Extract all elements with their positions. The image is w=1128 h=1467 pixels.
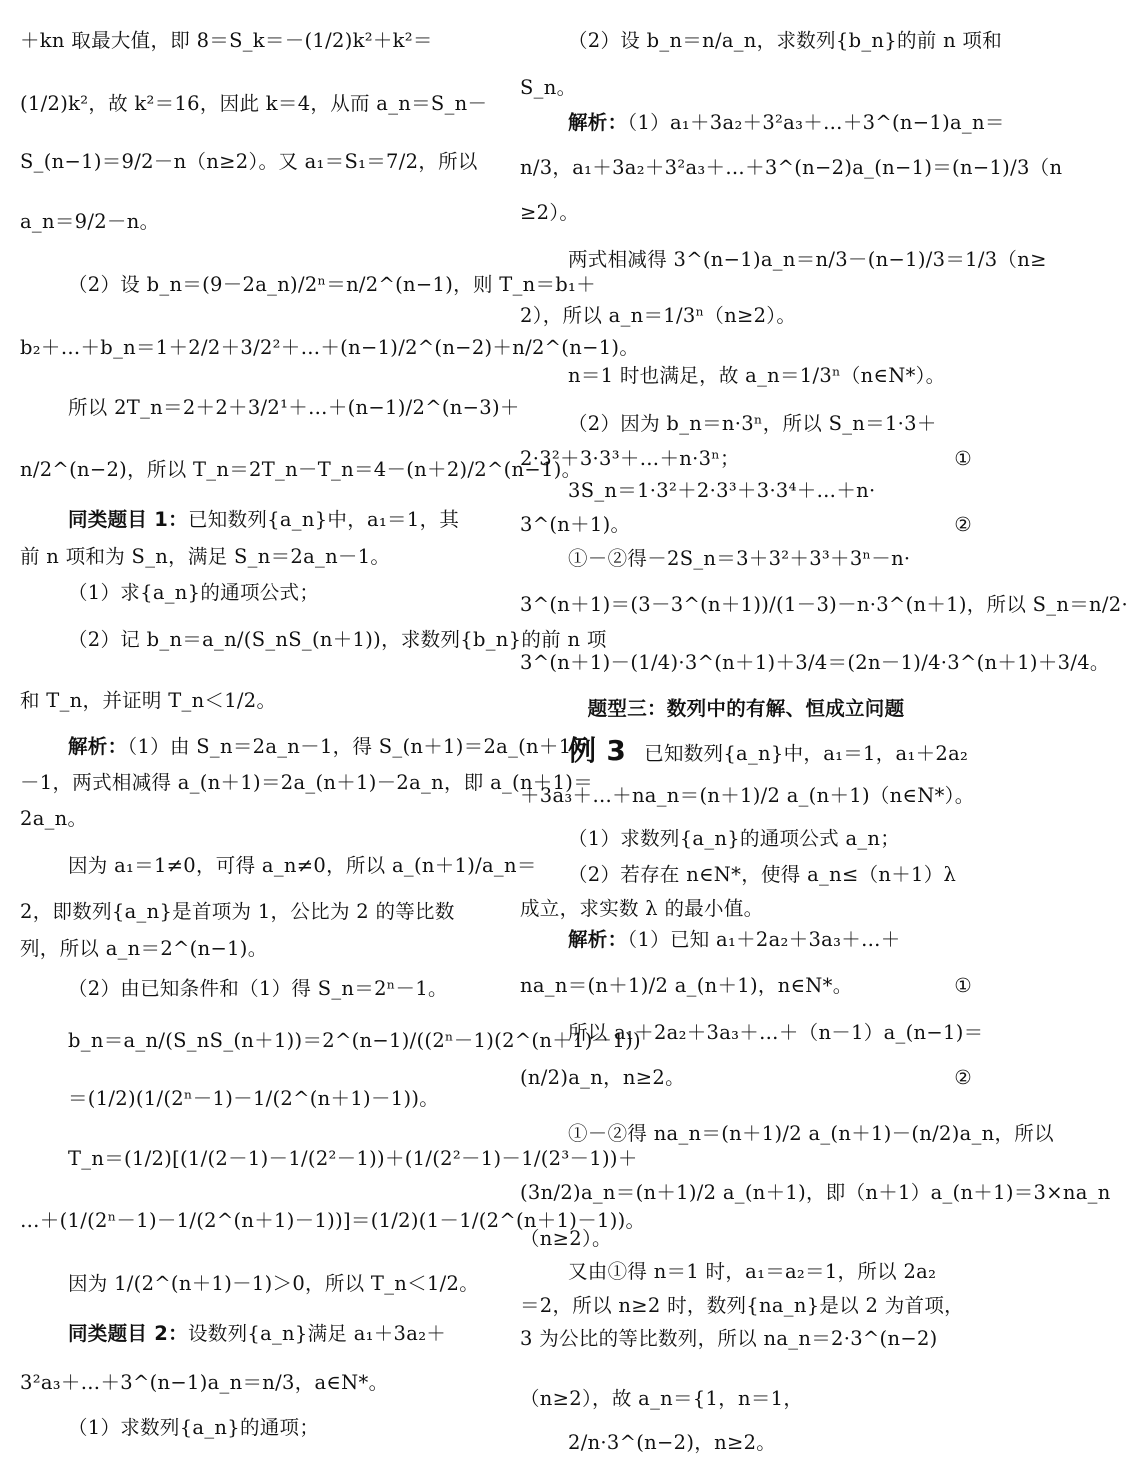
- right-line: [520, 1229, 972, 1249]
- right-line: [520, 829, 1020, 849]
- right-line: [520, 1389, 972, 1409]
- line-text: 又由①得 n＝1 时，a₁＝a₂＝1，所以 2a₂: [568, 1260, 937, 1283]
- right-line: [520, 1433, 1020, 1453]
- left-line: [20, 1209, 646, 1232]
- left-line: [20, 336, 640, 359]
- line-text: 和 T_n，并证明 T_n＜1/2。: [20, 689, 277, 712]
- line-text: n/3，a₁＋3a₂＋3²a₃＋…＋3^(n−2)a_(n−1)＝(n−1)/3（n: [520, 156, 1063, 179]
- left-line: [20, 939, 472, 959]
- line-text: 2），所以 a_n＝1/3ⁿ（n≥2）。: [520, 304, 797, 327]
- left-line: [20, 902, 472, 922]
- line-text: 2·3²＋3·3³＋…＋n·3ⁿ；: [520, 447, 740, 470]
- line-text: a_n＝9/2－n。: [20, 210, 160, 233]
- line-text: 3²a₃＋…＋3^(n−1)a_n＝n/3，a∈N*。: [20, 1371, 389, 1394]
- line-text: 2/n·3^(n−2)，n≥2。: [568, 1431, 777, 1454]
- left-line: [20, 628, 607, 651]
- right-line: [520, 1068, 972, 1088]
- left-line: [20, 979, 520, 999]
- line-text: 题型三：数列中的有解、恒成立问题: [587, 697, 905, 720]
- line-text: （2）因为 b_n＝n·3ⁿ，所以 S_n＝1·3＋: [568, 412, 937, 435]
- line-text: （2）记 b_n＝a_n/(S_nS_(n＋1))，求数列{b_n}的前 n 项: [68, 628, 607, 651]
- right-line: [520, 865, 1020, 885]
- line-text: （n≥2），故 a_n＝{1，n＝1，: [520, 1387, 804, 1410]
- right-line: [520, 31, 1020, 51]
- left-line: [20, 92, 488, 115]
- right-line: [520, 78, 972, 98]
- right-line: [520, 899, 972, 919]
- line-text: 3^(n＋1)－(1/4)·3^(n＋1)＋3/4＝(2n－1)/4·3^(n＋1)＋3/4。: [520, 651, 1110, 674]
- right-line: [520, 699, 972, 719]
- left-line: [20, 735, 580, 758]
- line-text: 解析：（1）由 S_n＝2a_n－1，得 S_(n＋1)＝2a_(n＋1): [68, 735, 580, 758]
- right-line: [520, 515, 972, 535]
- line-text: ①－②得－2S_n＝3＋3²＋3³＋3ⁿ－n·: [568, 547, 911, 570]
- line-text: ＝(1/2)(1/(2ⁿ－1)－1/(2^(n＋1)－1))。: [68, 1087, 440, 1110]
- line-text: b₂＋…＋b_n＝1＋2/2＋3/2²＋…＋(n−1)/2^(n−2)＋n/2^(n−1)。: [20, 336, 640, 359]
- line-text: T_n＝(1/2)[(1/(2－1)－1/(2²－1))＋(1/(2²－1)－1/(2³－1))＋: [68, 1147, 638, 1170]
- line-text: 3^(n＋1)＝(3－3^(n＋1))/(1－3)－n·3^(n＋1)，所以 S_n＝n/2·: [520, 593, 1128, 616]
- left-line: [20, 583, 520, 603]
- right-line: [520, 156, 1063, 179]
- right-line: [520, 549, 1020, 569]
- line-text: ＝2，所以 n≥2 时，数列{na_n}是以 2 为首项，: [520, 1294, 964, 1317]
- line-text: n＝1 时也满足，故 a_n＝1/3ⁿ（n∈N*）。: [568, 364, 946, 387]
- line-text: (3n/2)a_n＝(n＋1)/2 a_(n＋1)，即（n＋1）a_(n＋1)＝3×na_n: [520, 1181, 1111, 1204]
- right-line: [520, 113, 1020, 133]
- left-line: [20, 212, 472, 232]
- line-text: 因为 a₁＝1≠0，可得 a_n≠0，所以 a_(n＋1)/a_n＝: [68, 854, 537, 877]
- line-text: 解析：（1）a₁＋3a₂＋3²a₃＋…＋3^(n−1)a_n＝: [568, 111, 1005, 134]
- equation-marker: ①: [954, 974, 972, 997]
- right-line: [520, 1181, 1111, 1204]
- line-text: 同类题目 1：已知数列{a_n}中，a₁＝1，其: [68, 508, 460, 531]
- right-line: [520, 593, 1128, 616]
- right-line: [520, 366, 1020, 386]
- right-line: [520, 1329, 972, 1349]
- right-line: [520, 1023, 1020, 1043]
- equation-marker: ②: [954, 513, 972, 536]
- left-line: [20, 273, 596, 296]
- right-line: [520, 784, 975, 807]
- line-text: 因为 1/(2^(n＋1)－1)＞0，所以 T_n＜1/2。: [68, 1272, 480, 1295]
- line-text: 3 为公比的等比数列，所以 na_n＝2·3^(n−2): [520, 1327, 938, 1350]
- line-text: ①－②得 na_n＝(n＋1)/2 a_(n＋1)－(n/2)a_n，所以: [568, 1122, 1054, 1145]
- line-text: （1）求数列{a_n}的通项公式 a_n；: [568, 827, 901, 850]
- line-text: （2）设 b_n＝(9－2a_n)/2ⁿ＝n/2^(n−1)，则 T_n＝b₁＋: [68, 273, 596, 296]
- left-line: [20, 691, 472, 711]
- line-text: 所以 a₁＋2a₂＋3a₃＋…＋（n－1）a_(n−1)＝: [568, 1021, 984, 1044]
- example-label: 例 3: [568, 734, 627, 767]
- line-text: （1）求{a_n}的通项公式；: [68, 581, 320, 604]
- right-line: [520, 1296, 972, 1316]
- line-text: 已知数列{a_n}中，a₁＝1，a₁＋2a₂: [644, 742, 969, 765]
- right-line: [520, 248, 1047, 271]
- right-line: [520, 651, 1110, 674]
- left-line: [20, 510, 520, 530]
- equation-marker: ②: [954, 1066, 972, 1089]
- line-text: 2a_n。: [20, 807, 88, 830]
- right-line: [520, 203, 972, 223]
- line-text: na_n＝(n＋1)/2 a_(n＋1)，n∈N*。: [520, 974, 853, 997]
- left-line: [20, 458, 582, 481]
- line-text: （1）求数列{a_n}的通项；: [68, 1416, 320, 1439]
- right-line: [520, 481, 1020, 501]
- line-text: 2，即数列{a_n}是首项为 1，公比为 2 的等比数: [20, 900, 455, 923]
- left-line: [20, 150, 478, 173]
- line-text: ＋3a₃＋…＋na_n＝(n＋1)/2 a_(n＋1)（n∈N*）。: [520, 784, 975, 807]
- right-line: [520, 414, 1020, 434]
- right-line: [520, 976, 972, 996]
- line-text: 成立，求实数 λ 的最小值。: [520, 897, 764, 920]
- right-line: [520, 306, 972, 326]
- line-text: (1/2)k²，故 k²＝16，因此 k＝4，从而 a_n＝S_n－: [20, 92, 488, 115]
- left-line: [20, 1418, 520, 1438]
- line-text: （2）由已知条件和（1）得 S_n＝2ⁿ－1。: [68, 977, 448, 1000]
- line-text: n/2^(n−2)，所以 T_n＝2T_n－T_n＝4－(n＋2)/2^(n−1)。: [20, 458, 582, 481]
- left-line: [20, 1274, 520, 1294]
- left-line: [20, 1373, 472, 1393]
- line-text: S_n。: [520, 76, 577, 99]
- left-line: [20, 547, 472, 567]
- line-text: （2）若存在 n∈N*，使得 a_n≤（n＋1）λ: [568, 863, 957, 886]
- equation-marker: ①: [954, 447, 972, 470]
- line-text: S_(n−1)＝9/2－n（n≥2）。又 a₁＝S₁＝7/2，所以: [20, 150, 478, 173]
- line-text: （n≥2）。: [520, 1227, 612, 1250]
- line-text: b_n＝a_n/(S_nS_(n＋1))＝2^(n−1)/((2ⁿ－1)(2^(n＋1)－1)): [68, 1029, 641, 1052]
- line-text: ＋kn 取最大值，即 8＝S_k＝－(1/2)k²＋k²＝: [20, 29, 433, 52]
- line-text: 解析：（1）已知 a₁＋2a₂＋3a₃＋…＋: [568, 928, 901, 951]
- line-text: 同类题目 2：设数列{a_n}满足 a₁＋3a₂＋: [68, 1322, 447, 1345]
- left-line: [20, 31, 472, 51]
- line-text: 所以 2T_n＝2＋2＋3/2¹＋…＋(n−1)/2^(n−3)＋: [68, 396, 520, 419]
- right-line: [520, 1262, 1020, 1282]
- right-line: [520, 930, 1020, 950]
- line-text: －1，两式相减得 a_(n＋1)＝2a_(n＋1)－2a_n，即 a_(n＋1)＝: [20, 771, 594, 794]
- left-line: [20, 854, 537, 877]
- left-line: [20, 809, 472, 829]
- line-text: 3S_n＝1·3²＋2·3³＋3·3⁴＋…＋n·: [568, 479, 876, 502]
- line-text: 列，所以 a_n＝2^(n−1)。: [20, 937, 268, 960]
- line-text: ≥2）。: [520, 201, 580, 224]
- left-line: [20, 1089, 520, 1109]
- right-line: [520, 1122, 1054, 1145]
- right-line: [520, 449, 972, 469]
- line-text: 两式相减得 3^(n−1)a_n＝n/3－(n−1)/3＝1/3（n≥: [568, 248, 1047, 271]
- left-line: [20, 1029, 641, 1052]
- left-line: [20, 1147, 638, 1170]
- line-text: 3^(n＋1)。: [520, 513, 631, 536]
- line-text: 前 n 项和为 S_n，满足 S_n＝2a_n－1。: [20, 545, 391, 568]
- left-line: [20, 771, 594, 794]
- right-line: [520, 734, 1020, 767]
- line-text: （2）设 b_n＝n/a_n，求数列{b_n}的前 n 项和: [568, 29, 1003, 52]
- line-text: …＋(1/(2ⁿ－1)－1/(2^(n＋1)－1))]＝(1/2)(1－1/(2^(n＋1)－1))。: [20, 1209, 646, 1232]
- line-text: (n/2)a_n，n≥2。: [520, 1066, 685, 1089]
- left-line: [20, 1324, 520, 1344]
- left-line: [20, 398, 520, 418]
